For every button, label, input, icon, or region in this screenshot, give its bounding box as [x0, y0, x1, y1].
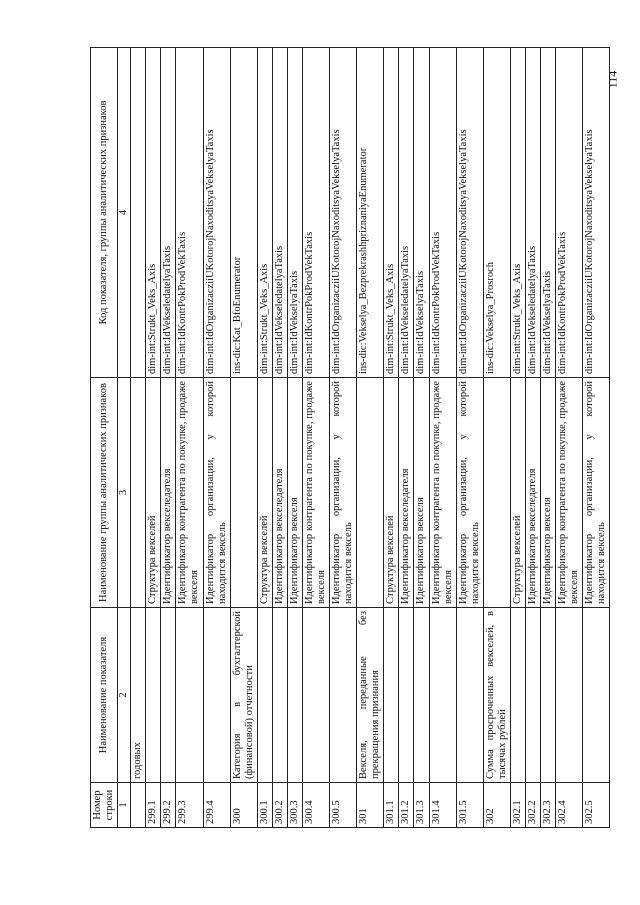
row-number-cell: 300 [230, 783, 257, 828]
table-row [272, 48, 287, 828]
code-cell: dim-int:Strukt_Veks_Axis [384, 48, 399, 378]
table-row [161, 48, 176, 828]
code-cell: dim-int:IdKontrPokProdVekTaxis [556, 48, 583, 378]
row-number-cell: 299.3 [176, 783, 203, 828]
indicator-name-cell [330, 608, 357, 783]
table-row [483, 48, 510, 828]
rotated-page-content [90, 48, 608, 828]
table-row [203, 48, 230, 828]
row-number-cell: 301.1 [384, 783, 399, 828]
group-name-cell: Идентификатор векселедателя [525, 378, 540, 608]
row-number-cell: 302.3 [541, 783, 556, 828]
table-row [556, 48, 583, 828]
row-number-cell: 302.2 [525, 783, 540, 828]
header-row-number: Номер строки [91, 783, 118, 828]
table-row [399, 48, 414, 828]
code-cell: dim-int:Strukt_Veks_Axis [257, 48, 272, 378]
table-row [357, 48, 384, 828]
indicator-name-cell [272, 608, 287, 783]
indicator-name-cell: Сумма просроченных векселей, в тысячах рублей [483, 608, 510, 783]
group-name-cell: Идентификатор контрагента по покупке, продаже векселя [302, 378, 329, 608]
indicator-name-cell [456, 608, 483, 783]
group-name-cell: Структура векселей [510, 378, 525, 608]
group-name-cell: Идентификатор векселедателя [399, 378, 414, 608]
group-name-cell: Идентификатор векселедателя [161, 378, 176, 608]
table-row [302, 48, 329, 828]
row-number-cell: 299.1 [146, 783, 161, 828]
table-row [429, 48, 456, 828]
code-cell: dim-int:IdVekseledatelyaTaxis [525, 48, 540, 378]
code-cell: ins-dic:Kat_BfoEnumerator [230, 48, 257, 378]
code-cell: dim-int:IdVekselyaTaxis [541, 48, 556, 378]
code-cell: ins-dic:Vekselya_BezprekrashhpriznaniyaEnumerator [357, 48, 384, 378]
table-row [414, 48, 429, 828]
group-name-cell: Идентификатор контрагента по покупке, продаже векселя [176, 378, 203, 608]
group-name-cell: Идентификатор организации, у которой находится вексель [330, 378, 357, 608]
column-number-row [118, 48, 131, 828]
row-number-cell: 300.5 [330, 783, 357, 828]
column-number-1: 1 [118, 783, 131, 828]
indicator-name-cell [510, 608, 525, 783]
row-number-cell: 300.3 [287, 783, 302, 828]
indicator-name-cell [161, 608, 176, 783]
indicator-name-cell [556, 608, 583, 783]
table-row [146, 48, 161, 828]
code-cell: dim-int:IdOrganizacziiUKotorojNaxoditsyaVekselyaTaxis [203, 48, 230, 378]
indicator-name-cell [203, 608, 230, 783]
indicator-name-cell [399, 608, 414, 783]
indicator-name-cell [583, 608, 610, 783]
indicator-name-cell [257, 608, 272, 783]
row-number-cell: 301.2 [399, 783, 414, 828]
indicator-name-cell: годовых [131, 608, 146, 783]
code-cell: dim-int:IdOrganizacziiUKotorojNaxoditsyaVekselyaTaxis [330, 48, 357, 378]
indicator-name-cell [384, 608, 399, 783]
row-number-cell: 299.2 [161, 783, 176, 828]
group-name-cell: Идентификатор организации, у которой находится вексель [456, 378, 483, 608]
header-indicator-name: Наименование показателя [91, 608, 118, 783]
code-cell: dim-int:IdVekselyaTaxis [287, 48, 302, 378]
table-row [541, 48, 556, 828]
table-body [131, 48, 610, 828]
code-cell: dim-int:IdKontrPokProdVekTaxis [302, 48, 329, 378]
code-cell: dim-int:IdKontrPokProdVekTaxis [176, 48, 203, 378]
group-name-cell: Идентификатор векселя [541, 378, 556, 608]
group-name-cell: Идентификатор организации, у которой находится вексель [583, 378, 610, 608]
indicator-name-cell: Векселя, переданные без прекращения признания [357, 608, 384, 783]
indicator-name-cell [146, 608, 161, 783]
group-name-cell [131, 378, 146, 608]
group-name-cell: Структура векселей [384, 378, 399, 608]
group-name-cell: Структура векселей [146, 378, 161, 608]
table-row [230, 48, 257, 828]
group-name-cell [230, 378, 257, 608]
table-header-row [91, 48, 118, 828]
code-cell: dim-int:IdVekseledatelyaTaxis [399, 48, 414, 378]
table-row [176, 48, 203, 828]
group-name-cell [483, 378, 510, 608]
code-cell: dim-int:IdVekselyaTaxis [414, 48, 429, 378]
group-name-cell: Идентификатор векселедателя [272, 378, 287, 608]
header-group-name: Наименование группы аналитических признаков [91, 378, 118, 608]
group-name-cell: Структура векселей [257, 378, 272, 608]
code-cell: dim-int:Strukt_Veks_Axis [146, 48, 161, 378]
table-row [384, 48, 399, 828]
row-number-cell: 302.1 [510, 783, 525, 828]
column-number-2: 2 [118, 608, 131, 783]
indicator-name-cell [176, 608, 203, 783]
code-cell: dim-int:Strukt_Veks_Axis [510, 48, 525, 378]
row-number-cell: 302.5 [583, 783, 610, 828]
row-number-cell [131, 783, 146, 828]
indicator-name-cell [287, 608, 302, 783]
row-number-cell: 301 [357, 783, 384, 828]
column-number-3: 3 [118, 378, 131, 608]
row-number-cell: 300.4 [302, 783, 329, 828]
header-code: Код показателя, группы аналитических признаков [91, 48, 118, 378]
indicator-name-cell [429, 608, 456, 783]
table-row [583, 48, 610, 828]
code-cell: ins-dic:Vekselya_Prosroch [483, 48, 510, 378]
code-cell: dim-int:IdVekseledatelyaTaxis [161, 48, 176, 378]
row-number-cell: 302 [483, 783, 510, 828]
page-number: 114 [605, 70, 620, 89]
table-row [510, 48, 525, 828]
row-number-cell: 301.5 [456, 783, 483, 828]
table-row [287, 48, 302, 828]
row-number-cell: 300.2 [272, 783, 287, 828]
table-row [257, 48, 272, 828]
code-cell: dim-int:IdKontrPokProdVekTaxis [429, 48, 456, 378]
group-name-cell: Идентификатор векселя [414, 378, 429, 608]
column-number-4: 4 [118, 48, 131, 378]
group-name-cell [357, 378, 384, 608]
indicator-name-cell [525, 608, 540, 783]
table-row [456, 48, 483, 828]
row-number-cell: 302.4 [556, 783, 583, 828]
code-cell: dim-int:IdVekseledatelyaTaxis [272, 48, 287, 378]
indicators-table [90, 47, 610, 828]
group-name-cell: Идентификатор контрагента по покупке, продаже векселя [429, 378, 456, 608]
row-number-cell: 300.1 [257, 783, 272, 828]
table-row [525, 48, 540, 828]
table-row [330, 48, 357, 828]
indicator-name-cell: Категория в бухгалтерской (финансовой) отчетности [230, 608, 257, 783]
indicator-name-cell [541, 608, 556, 783]
group-name-cell: Идентификатор организации, у которой находится вексель [203, 378, 230, 608]
group-name-cell: Идентификатор контрагента по покупке, продаже векселя [556, 378, 583, 608]
table-row [131, 48, 146, 828]
row-number-cell: 301.3 [414, 783, 429, 828]
code-cell [131, 48, 146, 378]
code-cell: dim-int:IdOrganizacziiUKotorojNaxoditsyaVekselyaTaxis [583, 48, 610, 378]
code-cell: dim-int:IdOrganizacziiUKotorojNaxoditsyaVekselyaTaxis [456, 48, 483, 378]
row-number-cell: 301.4 [429, 783, 456, 828]
row-number-cell: 299.4 [203, 783, 230, 828]
indicator-name-cell [414, 608, 429, 783]
indicator-name-cell [302, 608, 329, 783]
group-name-cell: Идентификатор векселя [287, 378, 302, 608]
